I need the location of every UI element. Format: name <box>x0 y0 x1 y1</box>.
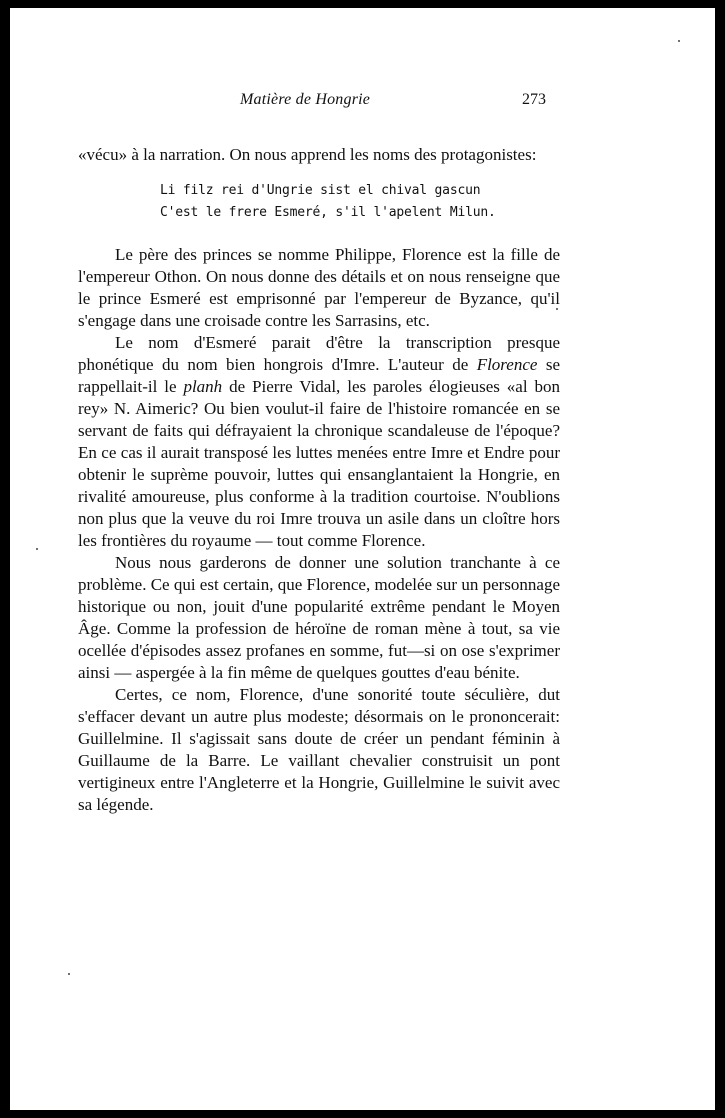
running-title: Matière de Hongrie <box>240 91 371 108</box>
body-text <box>78 144 560 816</box>
running-head <box>10 91 715 115</box>
paragraph-5: Certes, ce nom, Florence, d'une sonorité toute séculière, dut s'effacer devant un autre plus modeste; désormais on le prononcerait: Guillelmine. Il s'agissait sans doute de créer un pendant féminin à Guillaume de la Barre. Le vaillant chevalier construisit un pont vertigineux entre l'Angleterre et la Hongrie, Guillelmine le suivit avec sa légende. <box>78 685 560 814</box>
verse-line-1: Li filz rei d'Ungrie sist el chival gascun <box>160 183 481 198</box>
scan-speck <box>678 40 680 42</box>
paragraph-1: «vécu» à la narration. On nous apprend les noms des protagonistes: <box>78 145 537 164</box>
scan-speck <box>36 548 38 550</box>
paragraph-3-part-c: de Pierre Vidal, les paroles élogieuses «al bon rey» N. Aimeric? Ou bien voulut-il faire de l'histoire romancée en se servant de faits qui défrayaient la chronique scandaleuse de l'époque? En ce cas il aurait transposé les luttes menées entre Imre et Endre pour obtenir le suprème pouvoir, luttes qui ensanglantaient la Hongrie, en rivalité amoureuse, plus conforme à la tradition courtoise. N'oublions non plus que la veuve du roi Imre trouva un asile dans un cloître hors les frontières du royaume — tout comme Florence. <box>78 377 560 550</box>
paragraph-3-part-b: se rappellait-il le <box>78 355 560 396</box>
title-florence: Florence <box>476 355 538 374</box>
paragraph-3 <box>78 332 560 552</box>
paragraph-4: Nous nous garderons de donner une solution tranchante à ce problème. Ce qui est certain, que Florence, modelée sur un personnage historique ou non, jouit d'une popularité extrême pendant le Moyen Âge. Comme la profession de héroïne de roman mène à tout, sa vie ocellée d'épisodes assez profanes en somme, fut—si on ose s'exprimer ainsi — aspergée à la fin même de quelques gouttes d'eau bénite. <box>78 553 560 682</box>
paragraph-3-part-a: Le nom d'Esmeré parait d'être la transcription presque phonétique du nom bien hongrois d'Imre. L'auteur de <box>78 333 560 374</box>
scanned-page <box>10 8 715 1110</box>
paragraph-2: Le père des princes se nomme Philippe, Florence est la fille de l'empereur Othon. On nous donne des détails et on nous renseigne que le prince Esmeré est emprisonné par l'empereur de Byzance, qu'il s'engage dans une croisade contre les Sarrasins, etc. <box>78 245 560 330</box>
term-planh: planh <box>183 377 223 396</box>
scan-speck <box>68 973 70 975</box>
verse-line-2: C'est le frere Esmeré, s'il l'apelent Milun. <box>160 205 496 220</box>
verse-quote <box>160 180 560 224</box>
scan-speck <box>556 308 558 310</box>
page-number: 273 <box>522 91 546 108</box>
